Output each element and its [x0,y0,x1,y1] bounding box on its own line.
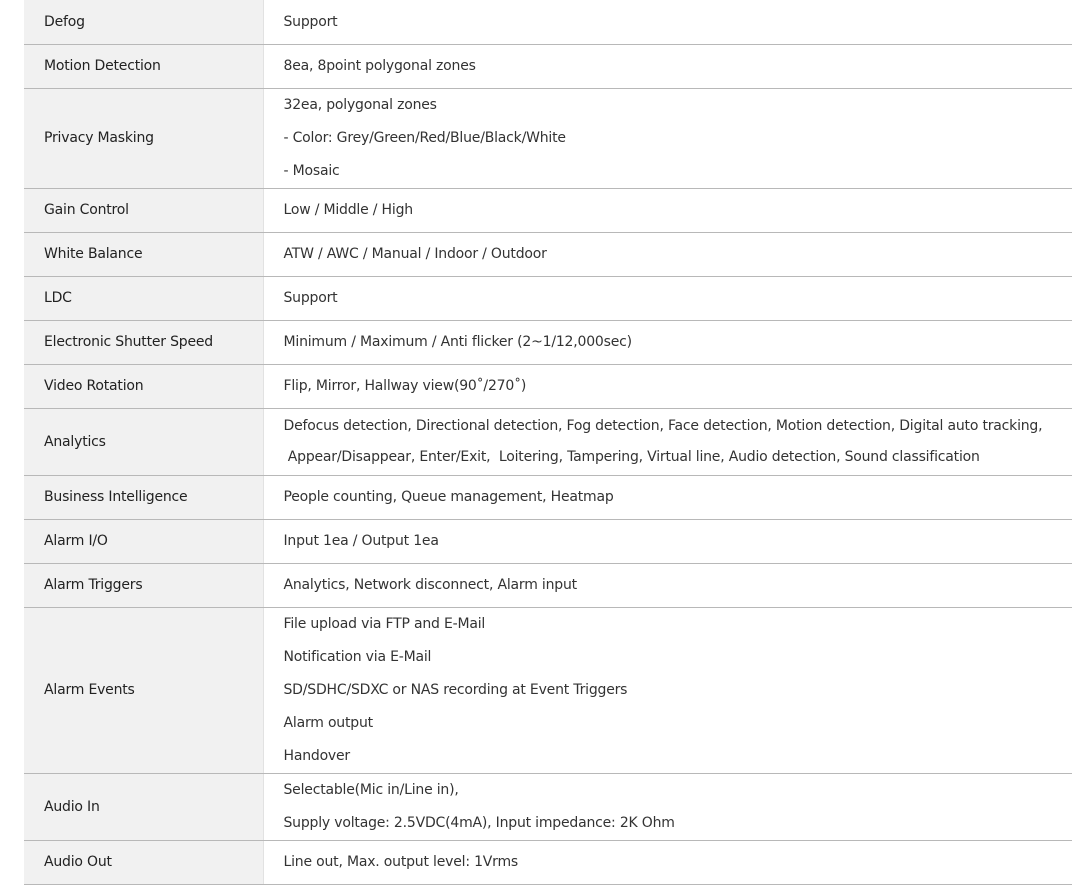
spec-value-line: SD/SDHC/SDXC or NAS recording at Event Triggers [283,682,628,698]
spec-row [24,188,1072,232]
spec-value [263,408,1072,475]
spec-row [24,773,1072,840]
spec-value [263,44,1072,88]
spec-row [24,607,1072,773]
spec-value [263,364,1072,408]
spec-value-line: Support [283,290,338,306]
spec-value-line: 8ea, 8point polygonal zones [283,58,476,74]
spec-label: Alarm I/O [24,519,263,563]
spec-label: Alarm Triggers [24,563,263,607]
spec-row [24,364,1072,408]
spec-label: LDC [24,276,263,320]
spec-row [24,563,1072,607]
spec-value [263,88,1072,188]
spec-row [24,320,1072,364]
spec-label: Audio In [24,773,263,840]
spec-value [263,232,1072,276]
spec-value [263,475,1072,519]
spec-row [24,475,1072,519]
spec-row [24,44,1072,88]
spec-table [24,0,1072,885]
spec-value [263,0,1072,44]
spec-row [24,519,1072,563]
spec-value-line: Flip, Mirror, Hallway view(90˚/270˚) [283,378,527,394]
spec-value-line: 32ea, polygonal zones [283,97,437,113]
spec-row [24,88,1072,188]
spec-value-line: - Color: Grey/Green/Red/Blue/Black/White [283,130,566,146]
spec-value [263,276,1072,320]
spec-label: Defog [24,0,263,44]
spec-row [24,276,1072,320]
spec-label: Privacy Masking [24,88,263,188]
spec-label: White Balance [24,232,263,276]
spec-label: Business Intelligence [24,475,263,519]
spec-label: Motion Detection [24,44,263,88]
spec-value [263,519,1072,563]
spec-value [263,320,1072,364]
spec-value [263,773,1072,840]
spec-value-line: File upload via FTP and E-Mail [283,616,486,632]
spec-label: Analytics [24,408,263,475]
spec-row [24,232,1072,276]
spec-value-line: Defocus detection, Directional detection, Fog detection, Face detection, Motion detection, Digital auto tracking, [283,418,1043,434]
spec-value-line: Supply voltage: 2.5VDC(4mA), Input impedance: 2K Ohm [283,815,675,831]
spec-value [263,840,1072,884]
spec-label: Gain Control [24,188,263,232]
spec-label: Electronic Shutter Speed [24,320,263,364]
spec-value-line: Support [283,13,338,30]
spec-value-line: Low / Middle / High [283,202,413,218]
spec-row [24,408,1072,475]
spec-value-line: Alarm output [283,715,373,731]
spec-value [263,607,1072,773]
spec-value-line: Selectable(Mic in/Line in), [283,782,459,798]
spec-value-line: - Mosaic [283,163,340,179]
spec-value-line: Minimum / Maximum / Anti flicker (2~1/12,000sec) [283,334,632,350]
spec-label: Video Rotation [24,364,263,408]
spec-value-line: Input 1ea / Output 1ea [283,533,439,549]
spec-label: Audio Out [24,840,263,884]
spec-value-line: Handover [283,748,350,764]
spec-table-body [24,0,1072,884]
spec-row [24,0,1072,44]
spec-row [24,840,1072,884]
spec-value [263,563,1072,607]
spec-value-line: Appear/Disappear, Enter/Exit, Loitering, Tampering, Virtual line, Audio detection, Sound classification [283,449,980,465]
spec-value-line: ATW / AWC / Manual / Indoor / Outdoor [283,246,547,262]
spec-value [263,188,1072,232]
spec-value-line: Analytics, Network disconnect, Alarm input [283,577,577,593]
spec-value-line: People counting, Queue management, Heatmap [283,489,614,505]
spec-value-line: Notification via E-Mail [283,649,432,665]
spec-label: Alarm Events [24,607,263,773]
spec-value-line: Line out, Max. output level: 1Vrms [283,854,519,870]
